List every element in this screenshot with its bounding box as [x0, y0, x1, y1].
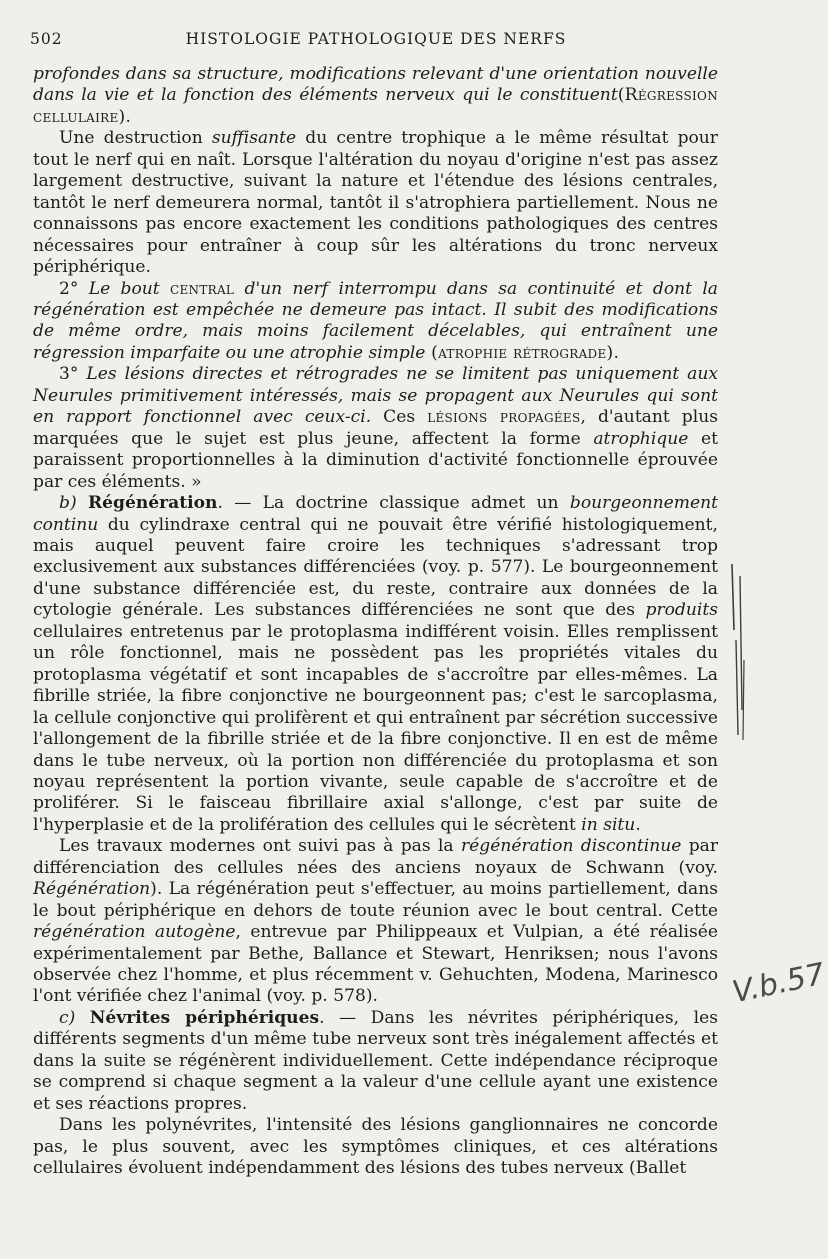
section-heading-regeneration: Régénération	[87, 493, 218, 514]
pencil-line	[740, 576, 742, 710]
text-span: .	[635, 814, 641, 835]
italic-span: d'un nerf interrompu dans sa continuité et dont la régénération est empêchée ne demeure pas intact. Il subit des modifications de même ordre, mais moins facilement décelables, qui entraînent une régression imparfaite ou une atrophie simple	[33, 278, 718, 363]
list-number: 2°	[59, 278, 89, 299]
list-number: 3°	[59, 364, 87, 385]
text-span: du cylindraxe central qui ne pouvait être vérifié histologiquement, mais auquel peuvent faire croire les techniques s'adressant trop exclusivement aux substances différenciées (voy. p. 577). Le bourgeonnement d'une substance différenciée est, du reste, contraire aux données de la cytologie générale. Les substances différenciées ne sont que des	[33, 514, 718, 621]
emphasis: atrophique	[593, 428, 689, 449]
emphasis: régénération discontinue	[460, 836, 682, 857]
paragraph-polynevrites	[33, 1115, 718, 1179]
text-span: et paraissent proportionnelles à la diminution d'activité fonctionnelle éprouvée par ces éléments. »	[33, 428, 718, 492]
text-span: . — Dans les névrites périphériques, les différents segments d'un même tube nerveux sont très inégalement affectés et dans la suite se régénèrent individuellement. Cette indépendance réciproque se comprend si chaque segment a la valeur d'une cellule ayant une existence et ses réactions propres.	[33, 1007, 718, 1114]
text-span: Une destruction	[59, 128, 212, 149]
term-atrophie-retrograde: (atrophie rétrograde).	[425, 342, 620, 363]
pencil-line	[736, 640, 738, 735]
emphasis: produits	[645, 600, 718, 621]
text-span: . — La doctrine classique admet un	[217, 493, 570, 514]
paragraph-nevrites	[33, 1008, 718, 1115]
text-span: ). La régénération peut s'effectuer, au moins partiellement, dans le bout périphérique en dehors de toute réunion avec le bout central. Cette	[33, 879, 718, 921]
term-regression-cellulaire: (Régression cellulaire).	[33, 85, 718, 127]
emphasis: in situ	[581, 814, 636, 835]
pencil-line	[732, 564, 734, 630]
emphasis: Régénération	[33, 879, 151, 900]
italic-span: profondes dans sa structure, modifications relevant d'une orientation nouvelle dans la vie et la fonction des éléments nerveux qui le constituent	[33, 64, 718, 106]
emphasis: suffisante	[211, 128, 297, 149]
pencil-line	[743, 660, 744, 740]
text-span: Dans les polynévrites, l'intensité des lésions ganglionnaires ne concorde pas, le plus souvent, avec les symptômes cliniques, et ces altérations cellulaires évoluent indépendamment des lésions des tubes nerveux (Ballet	[33, 1115, 718, 1179]
page-header	[30, 30, 722, 52]
paragraph-4	[33, 364, 718, 493]
text-span: Ces	[371, 407, 428, 428]
text-span: , entrevue par Philippeaux et Vulpian, a été réalisée expérimentalement par Bethe, Ballance et Stewart, Henriksen; nous l'avons observée chez l'homme, et plus récemment v. Gehuchten, Modena, Marinesco l'ont vérifiée chez l'animal (voy. p. 578).	[33, 922, 718, 1007]
section-heading-nevrites: Névrites périphériques	[89, 1007, 320, 1028]
margin-annotation: V.b.57	[729, 956, 828, 1011]
running-title: HISTOLOGIE PATHOLOGIQUE DES NERFS	[185, 30, 567, 48]
term-central: central	[169, 278, 235, 299]
paragraph-1	[33, 64, 718, 128]
page-number: 502	[30, 30, 63, 48]
italic-span: Les lésions directes et rétrogrades ne se limitent pas uniquement aux Neurules primitivement intéressés, mais se propagent aux Neurules qui sont en rapport fonctionnel avec ceux-ci.	[33, 364, 719, 428]
body-text	[33, 64, 718, 1180]
emphasis: bourgeonnement continu	[33, 493, 718, 535]
text-span: , d'autant plus marquées que le sujet est plus jeune, affectent la forme	[33, 407, 718, 449]
paragraph-2	[33, 128, 718, 278]
paragraph-3	[33, 279, 718, 365]
text-span: du centre trophique a le même résultat pour tout le nerf qui en naît. Lorsque l'altération du noyau d'origine n'est pas assez largement destructive, suivant la nature et l'étendue des lésions centrales, tantôt le nerf demeurera normal, tantôt il s'atrophiera partiellement. Nous ne connaissons pas encore exactement les conditions pathologiques des centres nécessaires pour entraîner à coup sûr les altérations du tronc nerveux périphérique.	[33, 128, 718, 278]
paragraph-travaux-modernes	[33, 836, 718, 1008]
emphasis: régénération autogène	[33, 922, 236, 943]
text-span: par différenciation des cellules nées des anciens noyaux de Schwann (voy.	[33, 836, 719, 878]
text-span: cellulaires entretenus par le protoplasma indifférent voisin. Elles remplissent un rôle fonctionnel, mais ne possèdent pas les propriétés vitales du protoplasma végétatif et sont incapables de s'accroître par elles-mêmes. La fibrille striée, la fibre conjonctive ne bourgeonnent pas; c'est le sarcoplasma, la cellule conjonctive qui prolifèrent et qui entraînent par sécrétion successive l'allongement de la fibrille striée et de la fibre conjonctive. Il en est de même dans le tube nerveux, où la portion non différenciée du protoplasma et son noyau représentent la portion vivante, seule capable de s'accroître et de proliférer. Si le faisceau fibrillaire axial s'allonge, c'est par suite de l'hyperplasie et de la prolifération des cellules qui le sécrètent	[33, 621, 718, 835]
section-label: c)	[59, 1007, 90, 1028]
text-span: Les travaux modernes ont suivi pas à pas la	[59, 836, 461, 857]
italic-span: Le bout	[88, 278, 170, 299]
term-lesions-propagees: lésions propagées	[427, 407, 581, 428]
paragraph-regeneration	[33, 493, 718, 836]
section-label: b)	[59, 493, 88, 514]
